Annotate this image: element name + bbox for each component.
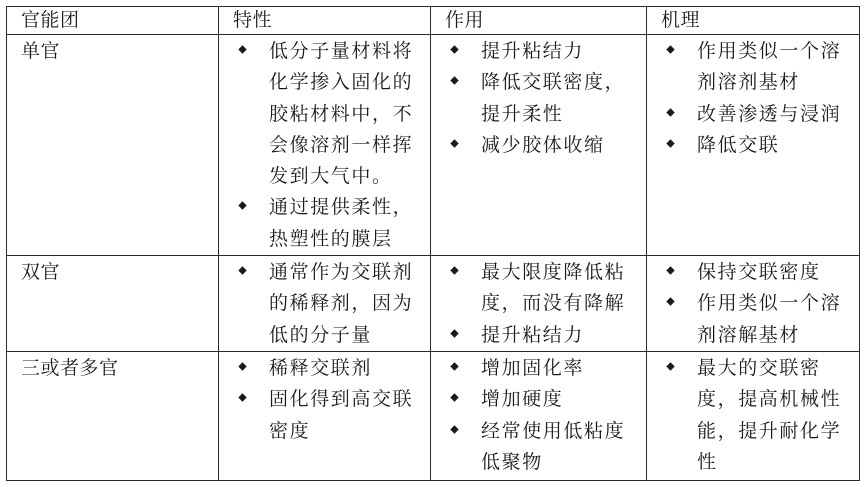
group-name-cell: 双官 (7, 256, 219, 352)
diamond-bullet-icon (450, 394, 458, 402)
item-text: 经常使用低粘度低聚物 (481, 419, 626, 473)
group-name-cell: 三或者多官 (7, 352, 219, 481)
diamond-bullet-icon (666, 139, 674, 147)
header-functional-group: 官能团 (7, 7, 219, 35)
diamond-bullet-icon (450, 77, 458, 85)
item-text: 提升粘结力 (481, 40, 585, 62)
mechanism-cell (647, 256, 860, 352)
mechanism-list (647, 352, 859, 478)
list-item (431, 257, 642, 320)
properties-list (219, 35, 430, 255)
effects-list (431, 352, 646, 478)
list-item (647, 288, 855, 351)
list-item (431, 353, 642, 384)
item-text: 作用类似一个溶剂溶剂基材 (697, 40, 842, 94)
item-text: 改善渗透与浸润 (697, 102, 842, 125)
item-text: 增加硬度 (481, 388, 564, 411)
diamond-bullet-icon (238, 362, 246, 370)
list-item (431, 130, 642, 161)
functional-group-table (6, 6, 860, 481)
diamond-bullet-icon (666, 45, 674, 53)
effects-list (431, 35, 646, 161)
table-row (7, 35, 860, 256)
properties-cell (219, 256, 431, 352)
list-item (431, 36, 642, 67)
header-effects: 作用 (431, 7, 647, 35)
item-text: 稀释交联剂 (269, 357, 373, 380)
properties-list (219, 352, 430, 447)
list-item (219, 257, 426, 351)
item-text: 最大限度降低粘度，而没有降解 (481, 261, 626, 315)
diamond-bullet-icon (450, 425, 458, 433)
properties-cell (219, 35, 431, 256)
diamond-bullet-icon (450, 266, 458, 274)
diamond-bullet-icon (450, 362, 458, 370)
diamond-bullet-icon (450, 45, 458, 53)
properties-list (219, 256, 430, 351)
diamond-bullet-icon (666, 108, 674, 116)
diamond-bullet-icon (238, 394, 246, 402)
item-text: 固化得到高交联密度 (269, 388, 414, 442)
list-item (647, 99, 855, 130)
list-item (219, 384, 426, 447)
list-item (219, 353, 426, 384)
list-item (431, 67, 642, 130)
list-item (219, 192, 426, 255)
header-mechanism: 机理 (647, 7, 860, 35)
item-text: 降低交联 (697, 133, 780, 156)
table-header-row (7, 7, 860, 35)
item-text: 最大的交联密度，提高机械性能，提升耐化学性 (697, 357, 842, 473)
mechanism-cell (647, 352, 860, 481)
header-properties: 特性 (219, 7, 431, 35)
mechanism-list (647, 256, 859, 351)
list-item (647, 36, 855, 99)
diamond-bullet-icon (450, 139, 458, 147)
list-item (219, 36, 426, 192)
effects-cell (431, 256, 647, 352)
diamond-bullet-icon (666, 362, 674, 370)
effects-cell (431, 35, 647, 256)
diamond-bullet-icon (666, 298, 674, 306)
diamond-bullet-icon (238, 45, 246, 53)
diamond-bullet-icon (450, 329, 458, 337)
properties-cell (219, 352, 431, 481)
diamond-bullet-icon (238, 266, 246, 274)
item-text: 提升粘结力 (481, 323, 585, 346)
list-item (431, 384, 642, 415)
effects-cell (431, 352, 647, 481)
item-text: 保持交联密度 (697, 261, 821, 284)
item-text: 低分子量材料将化学掺入固化的胶粘材料中，不会像溶剂一样挥发到大气中。 (269, 40, 414, 188)
list-item (431, 416, 642, 479)
list-item (647, 257, 855, 288)
effects-list (431, 256, 646, 351)
group-name-cell: 单官 (7, 35, 219, 256)
mechanism-list (647, 35, 859, 161)
diamond-bullet-icon (666, 266, 674, 274)
item-text: 作用类似一个溶剂溶解基材 (697, 292, 842, 346)
item-text: 增加固化率 (481, 357, 585, 380)
list-item (647, 130, 855, 161)
item-text: 通常作为交联剂的稀释剂，因为低的分子量 (269, 261, 414, 346)
item-text: 降低交联密度，提升柔性 (481, 71, 626, 125)
table-row (7, 256, 860, 352)
table-row (7, 352, 860, 481)
list-item (431, 320, 642, 351)
item-text: 通过提供柔性，热塑性的膜层 (269, 196, 414, 250)
mechanism-cell (647, 35, 860, 256)
item-text: 减少胶体收缩 (481, 133, 605, 156)
diamond-bullet-icon (238, 202, 246, 210)
list-item (647, 353, 855, 478)
